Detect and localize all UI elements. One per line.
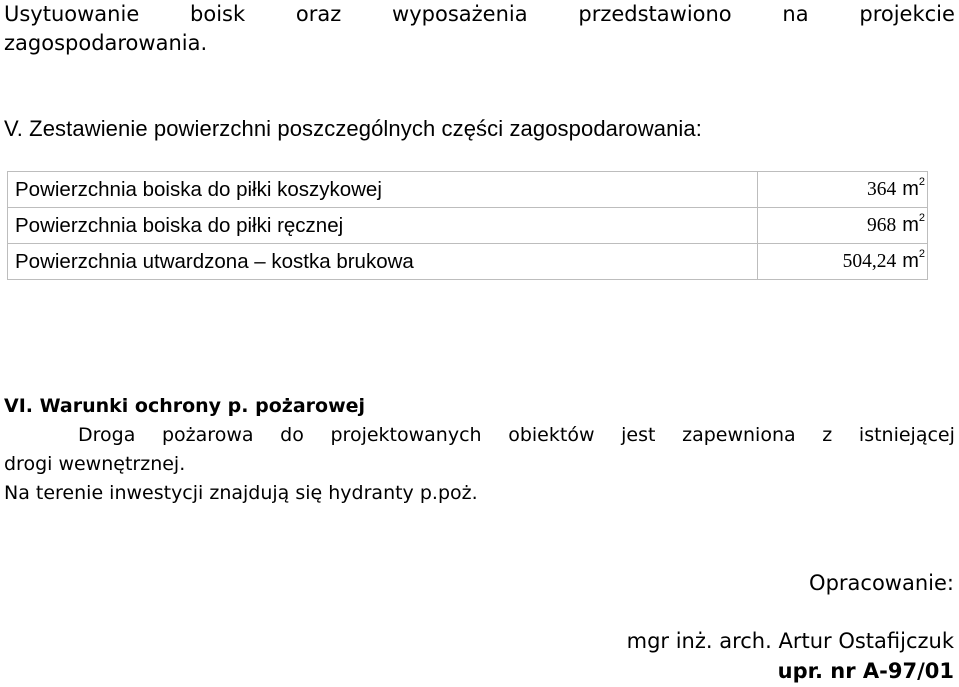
fire-road-paragraph-line-2: drogi wewnętrznej. xyxy=(4,453,186,475)
area-label: Powierzchnia boiska do piłki ręcznej xyxy=(8,208,758,244)
license-number: upr. nr A-97/01 xyxy=(777,659,954,683)
paragraph-word: projektowanych xyxy=(330,424,482,446)
intro-word: oraz xyxy=(295,2,342,26)
area-value: 968 xyxy=(866,215,897,236)
hydrants-paragraph: Na terenie inwestycji znajdują się hydranty p.poż. xyxy=(4,482,478,504)
fire-road-paragraph-line-1 xyxy=(4,423,955,447)
area-unit xyxy=(902,250,925,272)
section-5-heading: V. Zestawienie powierzchni poszczególnych części zagospodarowania: xyxy=(4,116,702,141)
table-row xyxy=(8,208,928,244)
unit-exponent: 2 xyxy=(918,212,925,224)
paragraph-word: do xyxy=(280,424,304,446)
paragraph-word: zapewniona xyxy=(682,424,796,446)
section-6-heading: VI. Warunki ochrony p. pożarowej xyxy=(4,395,366,417)
area-value: 364 xyxy=(866,179,897,200)
paragraph-word: Droga xyxy=(78,424,136,446)
area-value-cell xyxy=(758,208,928,244)
intro-word: Usytuowanie xyxy=(4,2,140,26)
unit-exponent: 2 xyxy=(918,248,925,260)
area-label: Powierzchnia boiska do piłki koszykowej xyxy=(8,172,758,208)
intro-word: na xyxy=(782,2,809,26)
unit-base: m xyxy=(902,178,919,200)
paragraph-word: istniejącej xyxy=(858,424,955,446)
intro-line-2: zagospodarowania. xyxy=(4,31,208,55)
prepared-by-label: Opracowanie: xyxy=(809,571,954,595)
unit-base: m xyxy=(902,214,919,236)
area-table xyxy=(7,171,928,280)
paragraph-word: jest xyxy=(621,424,656,446)
table-row xyxy=(8,244,928,280)
intro-word: wyposażenia xyxy=(392,2,528,26)
unit-exponent: 2 xyxy=(918,176,925,188)
intro-line-1 xyxy=(4,2,955,26)
paragraph-word: pożarowa xyxy=(162,424,254,446)
intro-word: projekcie xyxy=(859,2,955,26)
paragraph-word: z xyxy=(822,424,833,446)
area-unit xyxy=(902,178,925,200)
area-value-cell xyxy=(758,244,928,280)
intro-word: przedstawiono xyxy=(578,2,732,26)
paragraph-word: obiektów xyxy=(508,424,595,446)
author-name: mgr inż. arch. Artur Ostafijczuk xyxy=(626,629,954,653)
area-unit xyxy=(902,214,925,236)
table-row xyxy=(8,172,928,208)
intro-word: boisk xyxy=(190,2,246,26)
area-value: 504,24 xyxy=(842,251,897,272)
unit-base: m xyxy=(902,250,919,272)
area-value-cell xyxy=(758,172,928,208)
area-label: Powierzchnia utwardzona – kostka brukowa xyxy=(8,244,758,280)
